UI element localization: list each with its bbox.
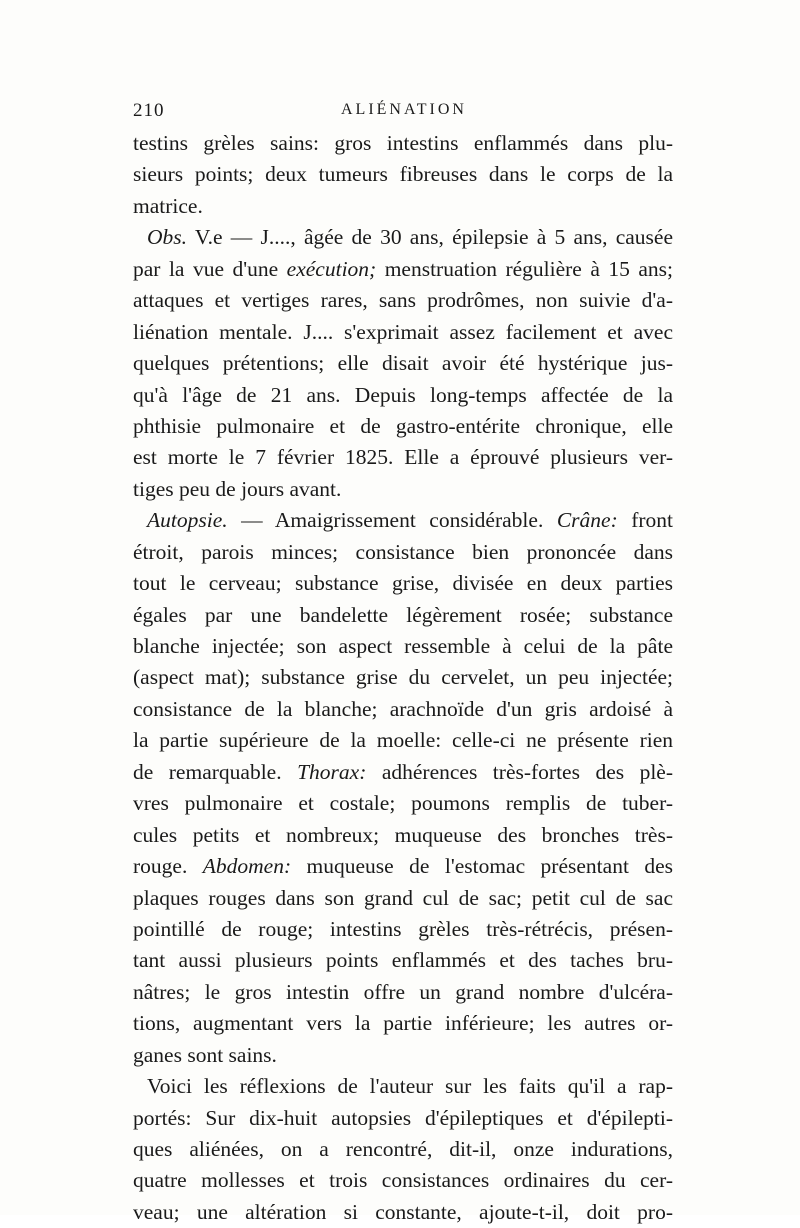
- text-line: la partie supérieure de la moelle: celle-ci ne présente rien: [133, 728, 673, 753]
- text-line: portés: Sur dix-huit autopsies d'épileptiques et d'épilepti-: [133, 1105, 673, 1130]
- text-line: ques aliénées, on a rencontré, dit-il, onze indurations,: [133, 1137, 673, 1161]
- text-line: tions, augmentant vers la partie inférieure; les autres or-: [133, 1011, 673, 1036]
- text-line: égales par une bandelette légèrement rosée; substance: [133, 602, 673, 627]
- text-line: par la vue d'une exécution; menstruation régulière à 15 ans;: [133, 256, 674, 281]
- text-line: sieurs points; deux tumeurs fibreuses dans le corps de la: [133, 162, 673, 187]
- text-line: blanche injectée; son aspect ressemble à celui de la pâte: [133, 634, 673, 658]
- text-line: ganes sont sains.: [133, 1042, 277, 1067]
- text-line: quelques prétentions; elle disait avoir été hystérique jus-: [133, 351, 673, 376]
- text-line: tiges peu de jours avant.: [133, 476, 342, 501]
- text-line: quatre mollesses et trois consistances ordinaires du cer-: [133, 1168, 673, 1193]
- text-line: liénation mentale. J.... s'exprimait assez facilement et avec: [133, 319, 673, 344]
- text-line: tant aussi plusieurs points enflammés et des taches bru-: [133, 948, 673, 973]
- text-line: pointillé de rouge; intestins grèles très-rétrécis, présen-: [133, 916, 673, 941]
- text-line: de remarquable. Thorax: adhérences très-fortes des plè-: [133, 759, 674, 784]
- text-line: plaques rouges dans son grand cul de sac; petit cul de sac: [133, 885, 673, 910]
- text-line: tout le cerveau; substance grise, divisée en deux parties: [133, 571, 673, 596]
- text-line: veau; une altération si constante, ajoute-t-il, doit pro-: [133, 1199, 673, 1224]
- text-line: qu'à l'âge de 21 ans. Depuis long-temps affectée de la: [133, 382, 673, 407]
- text-line: phthisie pulmonaire et de gastro-entérite chronique, elle: [133, 413, 673, 438]
- text-line: (aspect mat); substance grise du cervelet, un peu injectée;: [133, 665, 673, 690]
- text-line: Voici les réflexions de l'auteur sur les faits qu'il a rap-: [147, 1074, 673, 1099]
- text-line: testins grèles sains: gros intestins enflammés dans plu-: [133, 131, 673, 155]
- text-line: cules petits et nombreux; muqueuse des bronches très-: [133, 822, 673, 847]
- text-line: Autopsie. — Amaigrissement considérable. Crâne: front: [147, 508, 674, 533]
- text-line: attaques et vertiges rares, sans prodrômes, non suivie d'a-: [133, 288, 673, 313]
- body-text: [133, 128, 673, 1228]
- text-line: rouge. Abdomen: muqueuse de l'estomac présentant des: [133, 854, 673, 879]
- text-line: Obs. V.e — J...., âgée de 30 ans, épilepsie à 5 ans, causée: [147, 225, 673, 250]
- text-line: consistance de la blanche; arachnoïde d'un gris ardoisé à: [133, 696, 673, 721]
- page-header: [133, 100, 673, 124]
- page-number: 210: [133, 100, 165, 121]
- text-line: matrice.: [133, 193, 203, 218]
- running-head: ALIÉNATION: [341, 101, 467, 118]
- text-line: étroit, parois minces; consistance bien prononcée dans: [133, 539, 673, 564]
- text-line: nâtres; le gros intestin offre un grand nombre d'ulcéra-: [133, 979, 673, 1004]
- text-line: est morte le 7 février 1825. Elle a éprouvé plusieurs ver-: [133, 445, 673, 470]
- text-line: vres pulmonaire et costale; poumons remplis de tuber-: [133, 791, 673, 816]
